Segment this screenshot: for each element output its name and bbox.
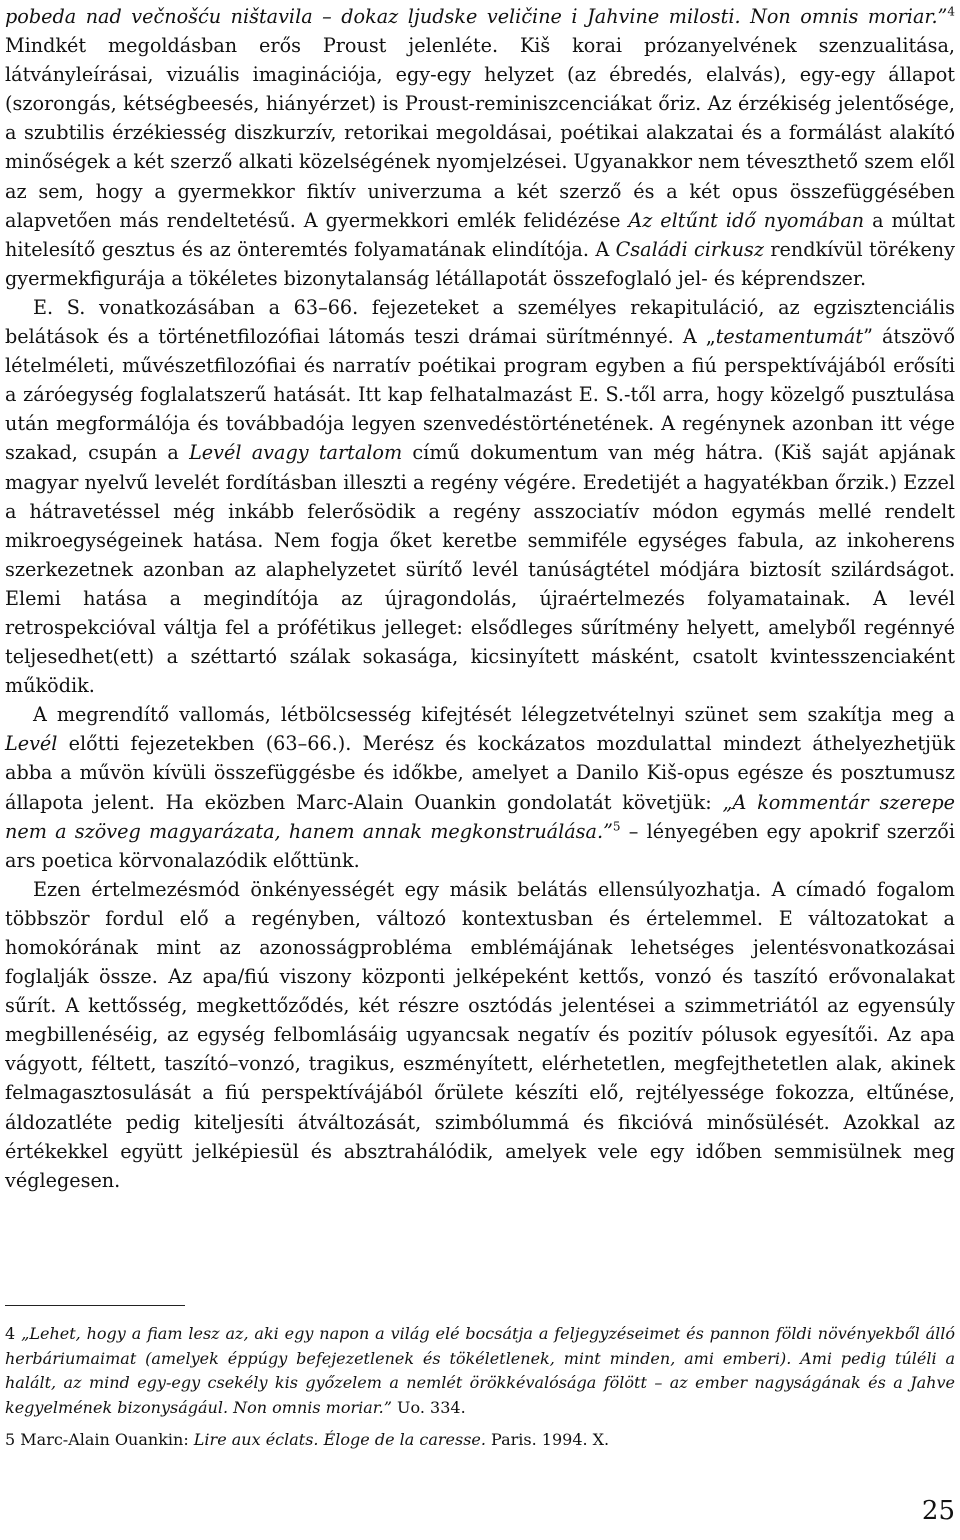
footnote-author: Marc-Alain Ouankin: <box>15 1430 194 1449</box>
work-title: Családi cirkusz <box>615 237 764 261</box>
text-segment: E. S. vonatkozásában a 63–66. fejezeteket a személyes rekapituláció, az egzisztenciális belátások és a történetfilozófiai látomás teszi drámai sürítménnyé. A „ <box>5 295 955 349</box>
text-segment: ” átszövő lételméleti, művészetfilozófiai és narratív poétikai program egyben a fiú perspektívájából erősíti a záróegység foglalatszerű hatását. Itt kap felhatalmazást E. S.-től arra, hogy közelgő pusztulása után megformálója és továbbadója legyen szenvedéstörténetének. A regénynek azonban itt vége szakad, csupán a <box>5 325 955 465</box>
body-text <box>5 2 955 1195</box>
text-segment: Mindkét megoldásban erős Proust jelenléte. Kiš korai prózanyelvének szenzualitása, látványleírásai, vizuális imaginációja, egy-egy helyzet (az ébredés, elalvás), egy-egy állapot (szorongás, kétségbeesés, hiányérzet) is Proust-reminiszcenciákat őriz. Az érzékiség jelentősége, a szubtilis érzékiesség diszkurzív, retorikai megoldásai, poétikai alakzatai és a formálást alakító minőségek a két szerző alkati közelségének nyomjelzései. Ugyanakkor nem téveszthető szem elől az sem, hogy a gyermekkor fiktív univerzuma a két szerző és a két opus összefüggésében alapvetően más rendeltetésű. A gyermekkori emlék felidézése <box>5 34 955 232</box>
footnote-title: Lire aux éclats. Éloge de la caresse. <box>193 1430 486 1449</box>
italic-term: testamentumát <box>715 325 864 349</box>
text-segment: című dokumentum van még hátra. (Kiš saját apjának magyar nyelvű levelét fordításban illeszti a regény végére. Eredetijét a hagyatékban őrzik.) Ezzel a hátravetéssel még inkább felerősödik a regény asszociatív módon egymás mellé rendelt mikroegységeinek hatása. Nem fogja őket keretbe semmiféle egységes fabula, az inkoherens szerkezetnek azonban az alaphelyzetet sürítő levél tanúságtétel módjára biztosít szilárdságot. Elemi hatása a megindítója az újragondolás, újraértelmezés folyamatainak. A levél retrospekcióval váltja fel a prófétikus jelleget: elsődleges sűrítmény helyett, amelyből regénnyé teljesedhet(ett) a széttartó szálak sokasága, kicsinyített másként, csatolt kvintesszenciaként működik. <box>5 441 955 698</box>
page <box>5 2 955 1195</box>
text-segment: A megrendítő vallomás, létbölcsesség kifejtését lélegzetvételnyi szünet sem szakítja meg a <box>33 703 955 727</box>
footnote-divider <box>5 1305 185 1306</box>
footnote-source: Paris. 1994. X. <box>485 1430 610 1449</box>
footnote-quote: „Lehet, hogy a fiam lesz az, aki egy napon a világ elé bocsátja a feljegyzéseimet és pannon földi növényekből álló herbáriumaimat (amelyek éppúgy befejezetlenek és tökéletlenek, mint minden, ami emberi). Ami pedig túléli a halált, az mind egy-egy csekély kis győzelem a nemlét örökkévalósága fölött – az ember nagyságának és a Jahve kegyelmének bizonyságául. Non omnis moriar.” <box>5 1324 955 1417</box>
footnote-ref-4[interactable]: 4 <box>947 4 955 19</box>
paragraph-4 <box>5 875 955 1195</box>
paragraph-3 <box>5 700 955 875</box>
footnote-number: 4 <box>5 1324 16 1343</box>
footnote-source: Uo. 334. <box>391 1397 466 1417</box>
footnotes <box>5 1322 955 1461</box>
text-segment: előtti fejezetekben (63–66.). Merész és kockázatos mozdulattal mindezt áthelyezhetjük abba a művön kívüli összefüggésbe és időkbe, amelyet a Danilo Kiš-opus egésze és posztumusz állapota jelent. Ha eközben Marc-Alain Ouankin gondolatát követjük: <box>5 732 955 814</box>
paragraph-2 <box>5 293 955 700</box>
work-title: Levél avagy tartalom <box>189 441 403 465</box>
text-segment: a múltat hitelesítő gesztus és az önteremtés folyamatának elindítója. A <box>5 208 956 261</box>
work-title: Levél <box>5 732 58 756</box>
text-segment: rendkívül törékeny gyermekfigurája a tökéletes bizonytalanság létállapotát összefoglaló jel- és képrendszer. <box>5 237 956 290</box>
footnote-ref-5[interactable]: 5 <box>612 819 621 834</box>
italic-quote: „A kommentár szerepe nem a szöveg magyarázata, hanem annak megkonstruálása.” <box>5 790 955 843</box>
italic-quote-end: pobeda nad večnošću ništavila – dokaz ljudske veličine i Jahvine milosti. Non omnis moriar.” <box>5 5 948 28</box>
paragraph-1 <box>5 2 955 293</box>
footnote-number: 5 <box>5 1430 16 1449</box>
text-segment: Ezen értelmezésmód önkényességét egy másik belátás ellensúlyozhatja. A címadó fogalom többször fordul elő a regényben, változó kontextusban és értelemmel. E változatokat a homokórának mint az azonosságprobléma emblémájának lehetséges jelentésvonatkozásai foglalják össze. Az apa/fiú viszony központi jelképeként kettős, vonzó és taszító erővonalakat sűrít. A kettősség, megkettőződés, két részre osztódás jelentései a szimmetriától az egyensúly megbillenéséig, az egység felbomlásáig ugyancsak negatív és pozitív pólusok egyesítői. Az apa vágyott, féltett, taszító–vonzó, tragikus, eszményített, elérhetetlen, megfejthetetlen alak, akinek felmagasztosulását a fiú perspektívájából őrülete készíti elő, rejtélyessége fokozza, eltűnése, áldozatléte pedig kiteljesíti átváltozását, szimbólummá és fikcióvá minősülését. Azokkal az értékekkel együtt jelképiesül és absztrahálódik, amelyek vele egy időben semmisülnek meg véglegesen. <box>5 877 955 1192</box>
work-title: Az eltűnt idő nyomában <box>628 208 865 232</box>
text-segment: – lényegében egy apokrif szerzői ars poetica körvonalazódik előttünk. <box>5 819 955 872</box>
footnote-5 <box>5 1428 955 1453</box>
footnote-4 <box>5 1322 955 1420</box>
page-number: 25 <box>921 1496 955 1526</box>
